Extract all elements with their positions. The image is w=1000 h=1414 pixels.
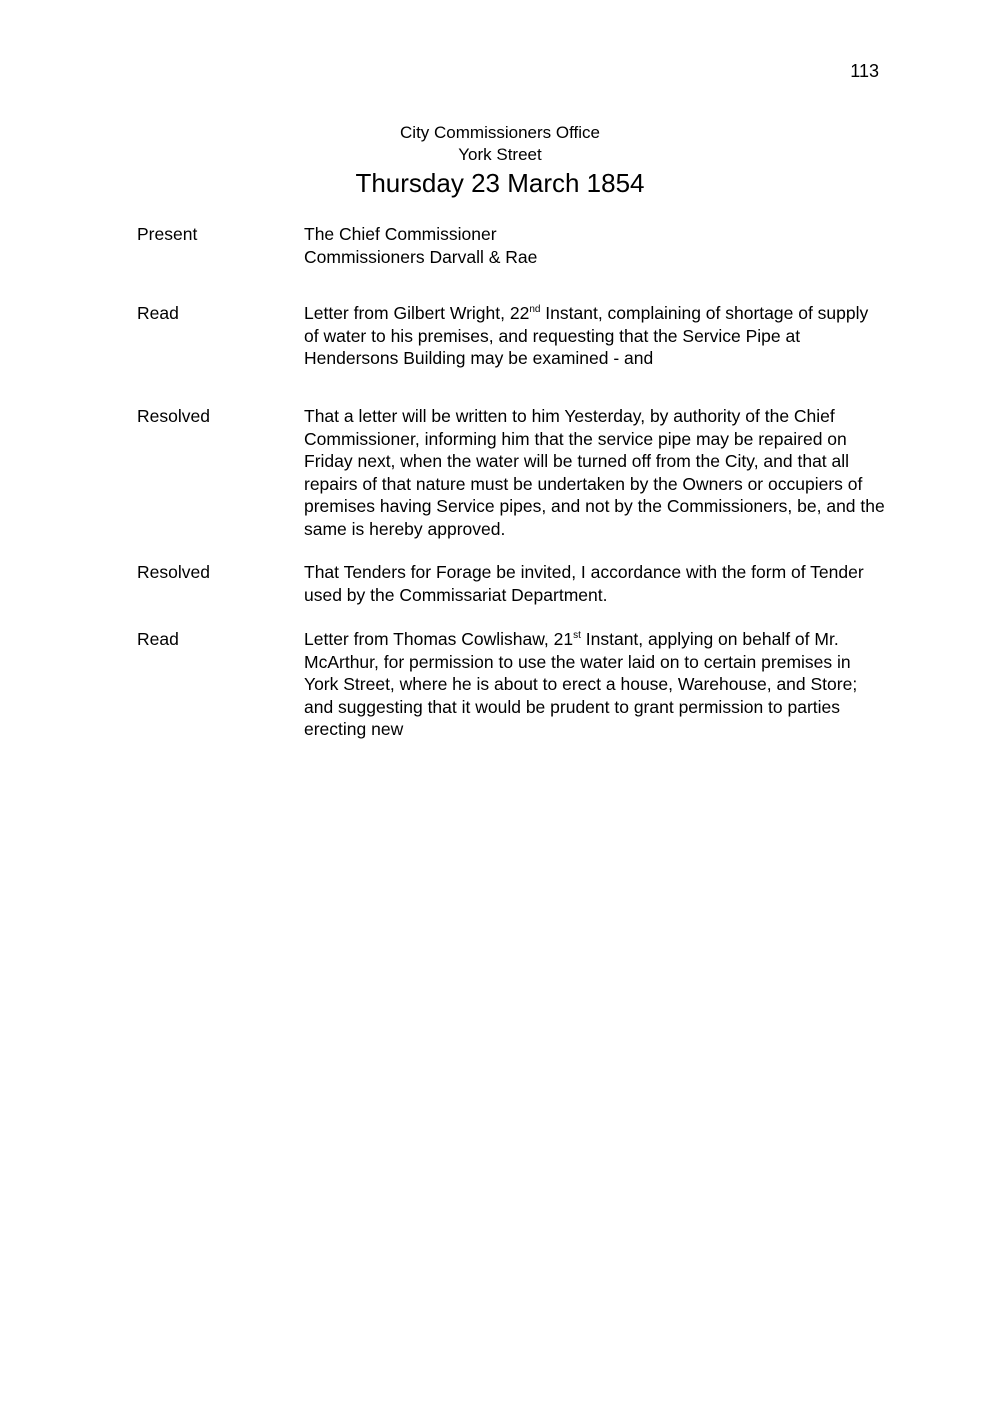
entry-line: Commissioners Darvall & Rae (304, 246, 538, 267)
ordinal-suffix: nd (529, 304, 541, 315)
entry-body (304, 628, 924, 741)
line-text: Letter from Thomas Cowlishaw, 21 (304, 629, 574, 649)
entry-line: Hendersons Building may be examined - and (304, 348, 654, 368)
entry-line: premises having Service pipes, and not by the Commissioners, be, and the (304, 496, 885, 516)
line-text: Instant, complaining of shortage of supply (540, 303, 869, 323)
entry-line: That Tenders for Forage be invited, I accordance with the form of Tender (304, 562, 864, 582)
entry-line: erecting new (304, 719, 404, 739)
entry-line: and suggesting that it would be prudent to grant permission to parties (304, 696, 841, 717)
entry-label: Read (137, 303, 179, 323)
line-text: Instant, applying on behalf of Mr. (580, 629, 839, 649)
page-number: 113 (850, 61, 879, 81)
entry-label: Read (137, 629, 179, 649)
entry-body (304, 561, 924, 606)
entry-line: of water to his premises, and requesting that the Service Pipe at (304, 325, 801, 346)
office-street: York Street (458, 145, 542, 164)
entry-line: That a letter will be written to him Yesterday, by authority of the Chief (304, 406, 835, 426)
entry-line: Friday next, when the water will be turned off from the City, and that all (304, 451, 850, 471)
entry-body (304, 405, 924, 540)
entry-label: Resolved (137, 406, 210, 426)
line-text: Letter from Gilbert Wright, 22 (304, 303, 530, 323)
entry-line: Commissioner, informing him that the service pipe may be repaired on (304, 428, 847, 449)
meeting-date: Thursday 23 March 1854 (355, 168, 645, 198)
minutes-header (0, 122, 1000, 200)
entry-line: The Chief Commissioner (304, 224, 497, 244)
entry-line: same is hereby approved. (304, 518, 506, 539)
entry-line: repairs of that nature must be undertaken by the Owners or occupiers of (304, 473, 863, 494)
entry-label: Resolved (137, 562, 210, 582)
entry-line: McArthur, for permission to use the water laid on to certain premises in (304, 651, 851, 672)
entry-line (304, 628, 924, 651)
entry-body (304, 302, 924, 370)
entry-body (304, 223, 924, 268)
entry-line (304, 302, 924, 325)
entry-line: York Street, where he is about to erect a house, Warehouse, and Store; (304, 674, 858, 694)
entry-line: used by the Commissariat Department. (304, 584, 608, 605)
entry-label: Present (137, 224, 198, 244)
office-name: City Commissioners Office (400, 123, 600, 142)
ordinal-suffix: st (573, 630, 581, 641)
